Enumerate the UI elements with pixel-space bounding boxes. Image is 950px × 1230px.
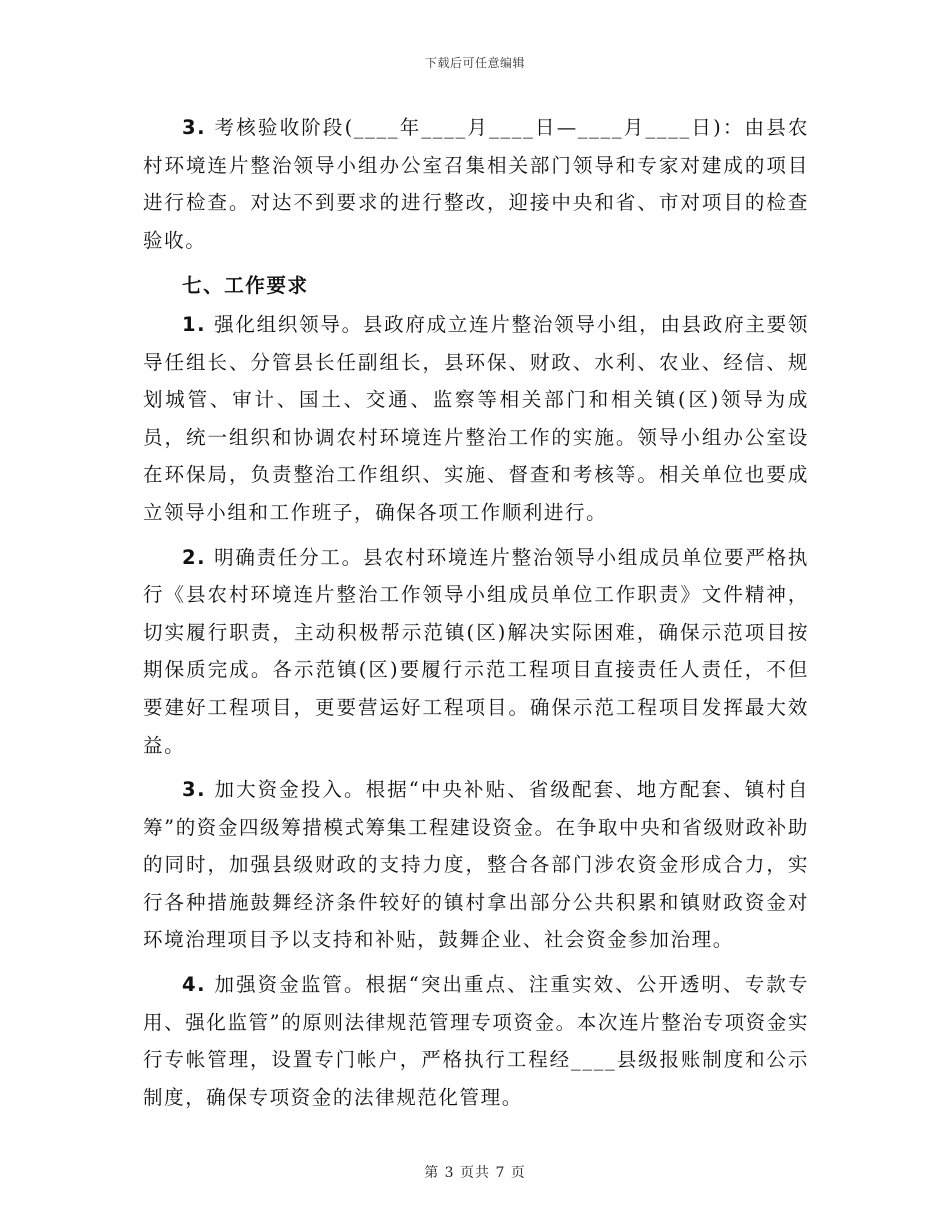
item-number: 3. [182,778,207,802]
document-body [143,109,809,1116]
item-number: 3. [182,116,207,139]
paragraph-text: 加强资金监管。根据“突出重点、注重实效、公开透明、专款专用、强化监管”的原则法律规范管理专项资金。本次连片整治专项资金实行专帐管理，设置专门帐户，严格执行工程经____县级报账制度和公示制度，确保专项资金的法律规范化管理。 [143,973,809,1109]
paragraph-text: 考核验收阶段(____年____月____日—____月____日)：由县农村环境连片整治领导小组办公室召集相关部门领导和专家对建成的项目进行检查。对达不到要求的进行整改，迎接中央和省、市对项目的检查验收。 [143,116,809,252]
item-number: 1. [182,312,207,336]
paragraph-text: 明确责任分工。县农村环境连片整治领导小组成员单位要严格执行《县农村环境连片整治工作领导小组成员单位工作职责》文件精神，切实履行职责，主动积极帮示范镇(区)解决实际困难，确保示范项目按期保质完成。各示范镇(区)要履行示范工程项目直接责任人责任，不但要建好工程项目，更要营运好工程项目。确保示范工程项目发挥最大效益。 [143,545,809,757]
section-heading: 七、工作要求 [182,274,309,298]
paragraph-acceptance-stage [143,109,809,259]
page-footer: 第 3 页共 7 页 [424,1165,526,1181]
paragraph-funding [143,771,809,959]
paragraph-organization [143,306,809,532]
item-number: 4. [182,973,207,997]
paragraph-responsibility [143,539,809,765]
paragraph-supervision [143,966,809,1116]
item-number: 2. [182,545,207,569]
paragraph-text: 加大资金投入。根据“中央补贴、省级配套、地方配套、镇村自筹”的资金四级筹措模式筹集工程建设资金。在争取中央和省级财政补助的同时，加强县级财政的支持力度，整合各部门涉农资金形成合力，实行各种措施鼓舞经济条件较好的镇村拿出部分公共积累和镇财政资金对环境治理项目予以支持和补贴，鼓舞企业、社会资金参加治理。 [143,778,809,952]
paragraph-text: 强化组织领导。县政府成立连片整治领导小组，由县政府主要领导任组长、分管县长任副组长，县环保、财政、水利、农业、经信、规划城管、审计、国土、交通、监察等相关部门和相关镇(区)领导为成员，统一组织和协调农村环境连片整治工作的实施。领导小组办公室设在环保局，负责整治工作组织、实施、督查和考核等。相关单位也要成立领导小组和工作班子，确保各项工作顺利进行。 [143,312,809,524]
page-header: 下载后可任意编辑 [424,56,525,70]
